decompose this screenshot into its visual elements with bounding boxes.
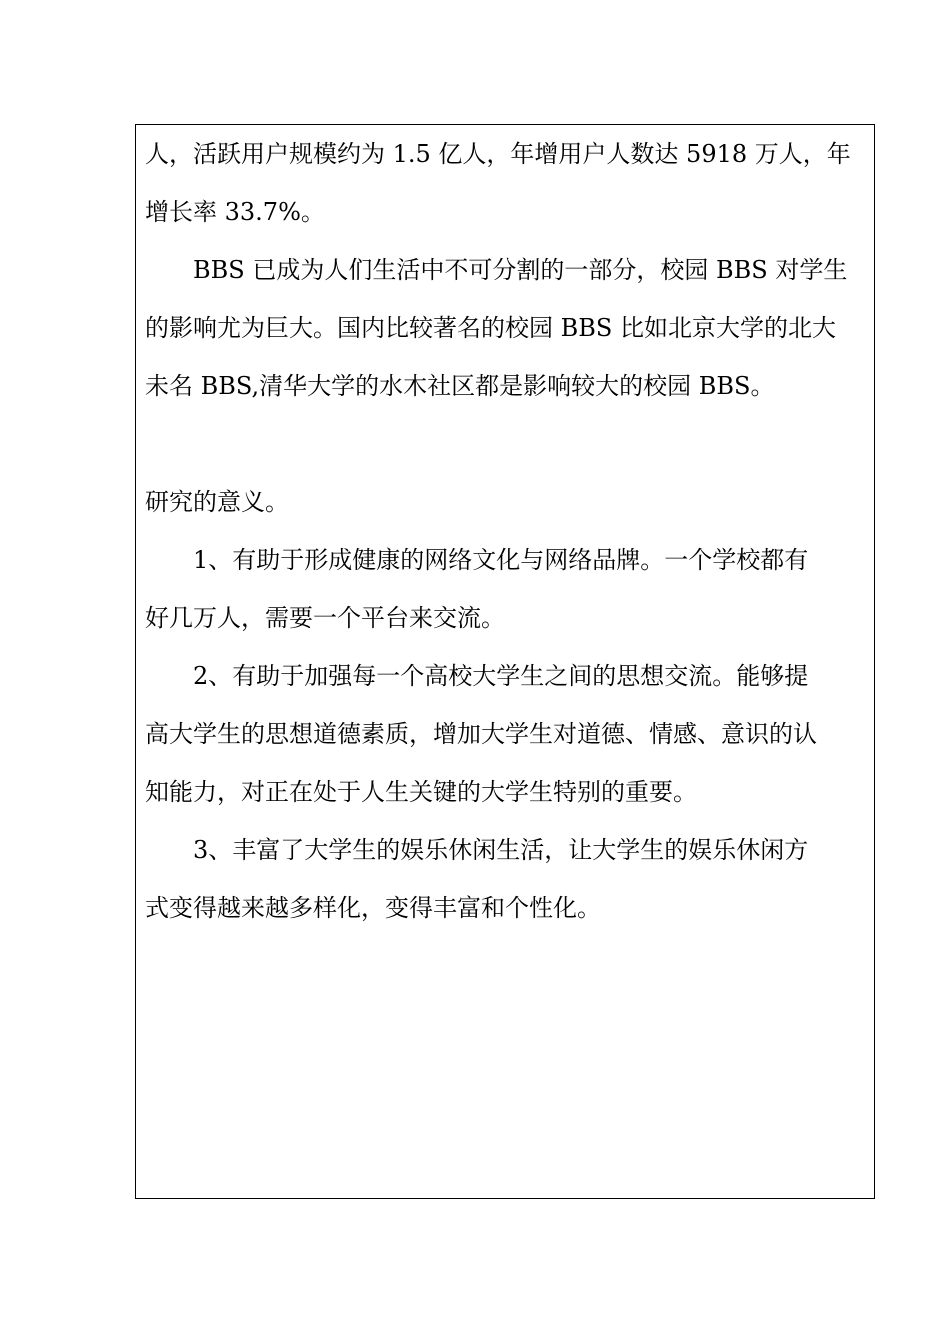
text-line: 好几万人，需要一个平台来交流。 <box>145 604 505 632</box>
list-item-3-start: 3、丰富了大学生的娱乐休闲生活，让大学生的娱乐休闲方 <box>193 836 809 864</box>
text-line: 的影响尤为巨大。国内比较著名的校园 BBS 比如北京大学的北大 <box>145 314 836 342</box>
paragraph-start-line: BBS 已成为人们生活中不可分割的一部分，校园 BBS 对学生 <box>193 256 848 284</box>
text-line: 式变得越来越多样化，变得丰富和个性化。 <box>145 894 601 922</box>
document-body <box>145 125 867 937</box>
text-line: 知能力，对正在处于人生关键的大学生特别的重要。 <box>145 778 697 806</box>
blank-line <box>145 415 867 473</box>
document-frame <box>135 124 875 1199</box>
text-line: 未名 BBS,清华大学的水木社区都是影响较大的校园 BBS。 <box>145 372 775 400</box>
text-line: 高大学生的思想道德素质，增加大学生对道德、情感、意识的认 <box>145 720 817 748</box>
section-heading: 研究的意义。 <box>145 488 289 516</box>
list-item-2-start: 2、有助于加强每一个高校大学生之间的思想交流。能够提 <box>193 662 809 690</box>
text-line: 增长率 33.7%。 <box>145 198 325 226</box>
list-item-1-start: 1、有助于形成健康的网络文化与网络品牌。一个学校都有 <box>193 546 809 574</box>
text-line: 人，活跃用户规模约为 1.5 亿人，年增用户人数达 5918 万人，年 <box>145 140 851 168</box>
